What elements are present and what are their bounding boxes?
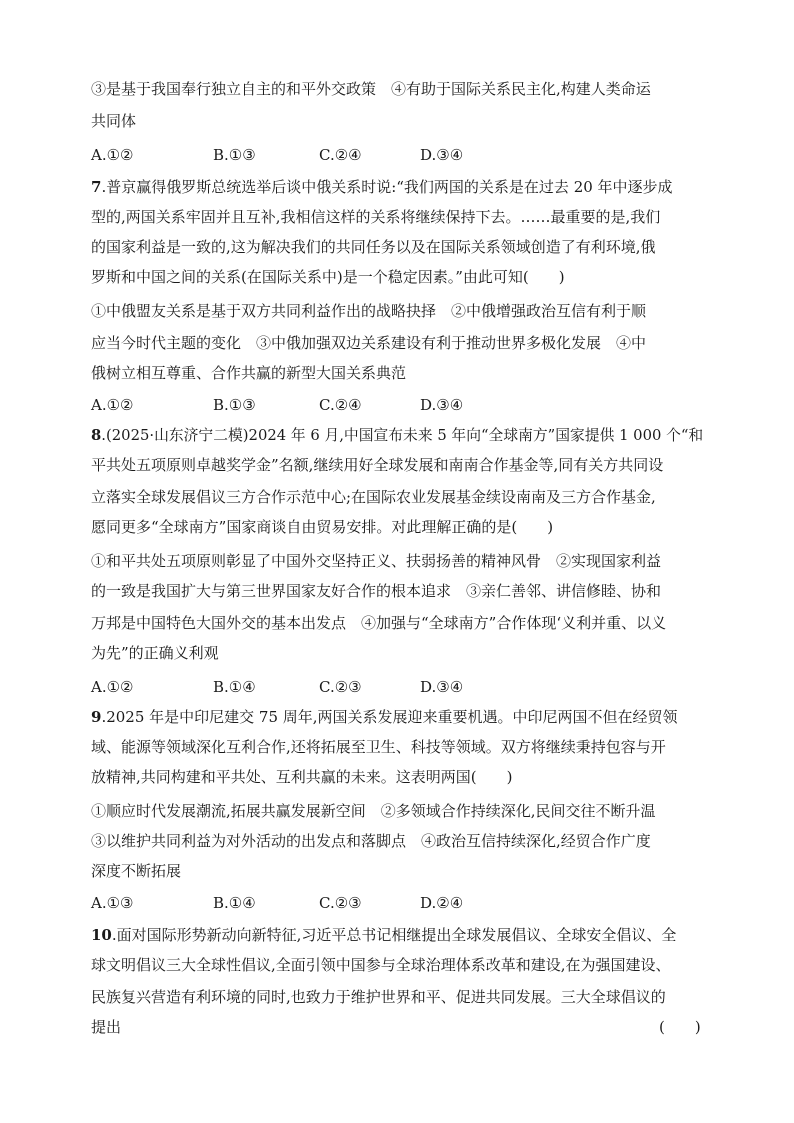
option-d: D.③④ [420,678,464,696]
question-line: 共同体 [91,112,137,130]
question-line: 的一致是我国扩大与第三世界国家友好合作的根本追求 ③亲仁善邻、讲信修睦、协和 [91,582,662,600]
option-d: D.③④ [420,146,464,164]
question-line: 7.普京赢得俄罗斯总统选举后谈中俄关系时说:“我们两国的关系是在过去 20 年中逐步成 [91,178,673,196]
question-line: 愿同更多“全球南方”国家商谈自由贸易安排。对此理解正确的是( ) [91,518,554,536]
question-line: 平共处五项原则卓越奖学金”名额,继续用好全球发展和南南合作基金等,同有关方共同设 [91,456,664,474]
question-line: 万邦是中国特色大国外交的基本出发点 ④加强与“全球南方”合作体现‘义利并重、以义 [91,614,667,632]
question-number: 8 [91,426,102,444]
question-line: ③是基于我国奉行独立自主的和平外交政策 ④有助于国际关系民主化,构建人类命运 [91,80,651,98]
question-line: 民族复兴营造有利环境的同时,也致力于维护世界和平、促进共同发展。三大全球倡议的 [91,988,666,1006]
question-number: 7 [91,178,102,196]
question-line: 球文明倡议三大全球性倡议,全面引领中国参与全球治理体系改革和建设,在为强国建设、 [91,956,671,974]
option-a: A.①② [91,146,134,164]
question-line: 放精神,共同构建和平共处、互利共赢的未来。这表明两国( ) [91,768,513,786]
option-b: B.①③ [213,146,256,164]
answer-bracket: ( ) [659,1018,701,1036]
question-line: 提出 [91,1018,122,1036]
question-line: ①中俄盟友关系是基于双方共同利益作出的战略抉择 ②中俄增强政治互信有利于顺 [91,302,647,320]
question-line: ①和平共处五项原则彰显了中国外交坚持正义、扶弱扬善的精神风骨 ②实现国家利益 [91,552,662,570]
option-c: C.②③ [319,894,362,912]
question-line: 域、能源等领域深化互利合作,还将拓展至卫生、科技等领域。双方将继续秉持包容与开 [91,738,666,756]
question-number: 9 [91,708,102,726]
option-c: C.②④ [319,146,362,164]
question-line: ③以维护共同利益为对外活动的出发点和落脚点 ④政治互信持续深化,经贸合作广度 [91,832,651,850]
question-line: 立落实全球发展倡议三方合作示范中心;在国际农业发展基金续设南南及三方合作基金, [91,488,656,506]
option-c: C.②③ [319,678,362,696]
question-line: 俄树立相互尊重、合作共赢的新型大国关系典范 [91,364,407,382]
option-a: A.①③ [91,894,134,912]
question-line: 的国家利益是一致的,这为解决我们的共同任务以及在国际关系领域创造了有利环境,俄 [91,238,656,256]
question-line: 10.面对国际形势新动向新特征,习近平总书记相继提出全球发展倡议、全球安全倡议、全 [91,926,677,944]
question-line: 罗斯和中国之间的关系(在国际关系中)是一个稳定因素。”由此可知( ) [91,268,565,286]
option-b: B.①④ [213,894,256,912]
question-line: 型的,两国关系牢固并且互补,我相信这样的关系将继续保持下去。……最重要的是,我们 [91,208,661,226]
question-line: 为先”的正确义利观 [91,644,219,662]
option-a: A.①② [91,396,134,414]
question-line: 9.2025 年是中印尼建交 75 周年,两国关系发展迎来重要机遇。中印尼两国不但在经贸领 [91,708,678,726]
question-line: 深度不断拓展 [91,862,182,880]
option-b: B.①③ [213,396,256,414]
question-number: 10 [91,926,112,944]
option-b: B.①④ [213,678,256,696]
option-d: D.②④ [420,894,464,912]
option-a: A.①② [91,678,134,696]
question-line: ①顺应时代发展潮流,拓展共赢发展新空间 ②多领域合作持续深化,民间交往不断升温 [91,802,656,820]
question-line: 应当今时代主题的变化 ③中俄加强双边关系建设有利于推动世界多极化发展 ④中 [91,334,647,352]
option-d: D.③④ [420,396,464,414]
option-c: C.②④ [319,396,362,414]
question-line: 8.(2025·山东济宁二模)2024 年 6 月,中国宣布未来 5 年向“全球南方”国家提供 1 000 个“和 [91,426,704,444]
